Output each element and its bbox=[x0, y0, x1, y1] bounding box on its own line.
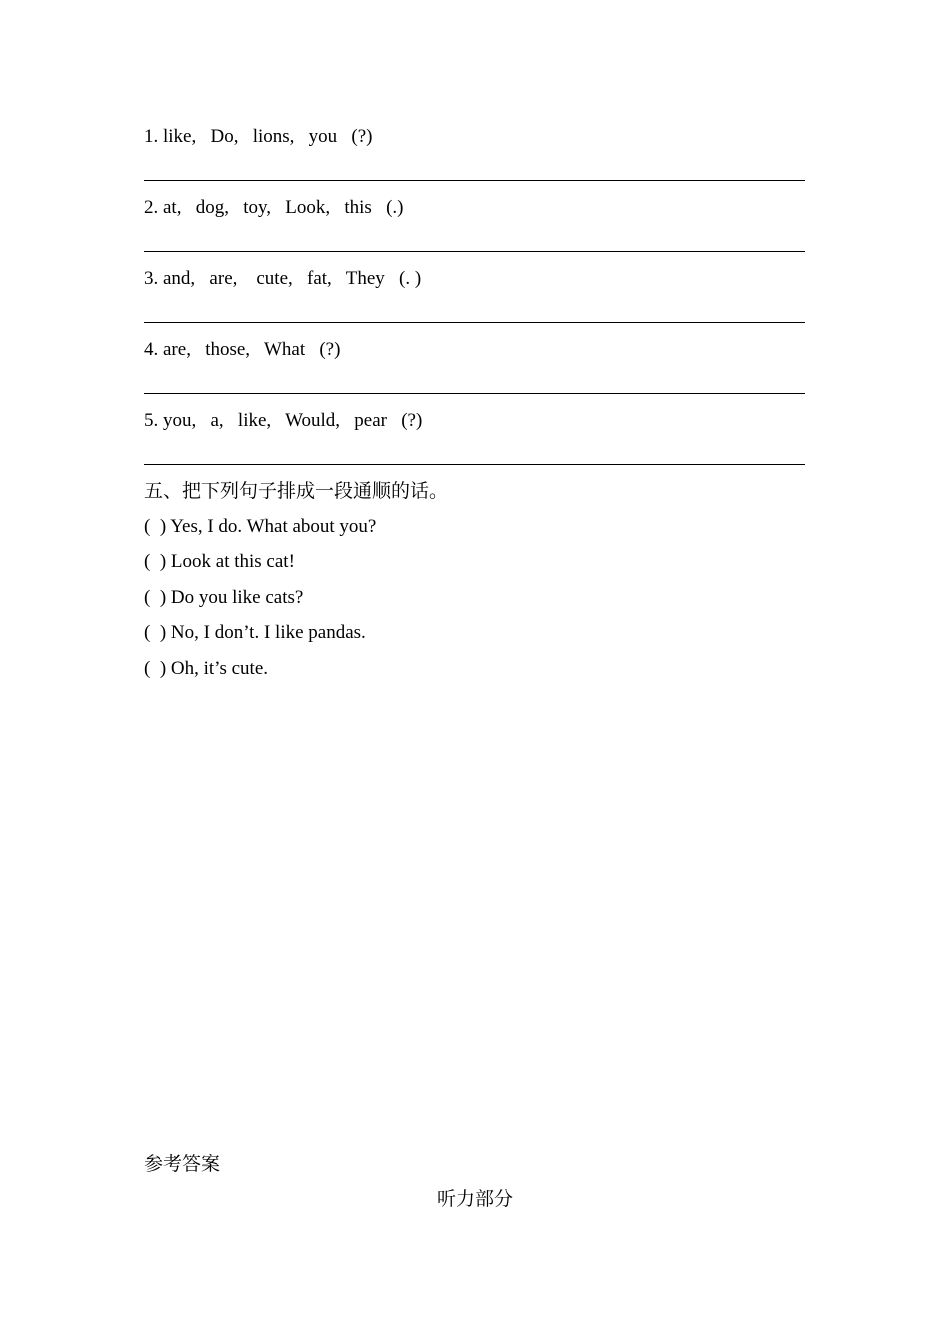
answer-line-5 bbox=[144, 464, 805, 465]
order-item-4: ( ) No, I don’t. I like pandas. bbox=[144, 622, 366, 643]
question-1: 1. like, Do, lions, you (?) bbox=[144, 126, 373, 147]
answers-heading: 参考答案 bbox=[144, 1154, 221, 1175]
question-2: 2. at, dog, toy, Look, this (.) bbox=[144, 197, 404, 218]
answer-line-1 bbox=[144, 180, 805, 181]
order-item-5: ( ) Oh, it’s cute. bbox=[144, 658, 269, 679]
answer-line-3 bbox=[144, 322, 805, 323]
question-4: 4. are, those, What (?) bbox=[144, 339, 341, 360]
section-5-title: 五、把下列句子排成一段通顺的话。 bbox=[144, 481, 449, 502]
order-item-3: ( ) Do you like cats? bbox=[144, 587, 304, 608]
question-3: 3. and, are, cute, fat, They (. ) bbox=[144, 268, 422, 289]
question-5: 5. you, a, like, Would, pear (?) bbox=[144, 410, 423, 431]
listening-section-heading: 听力部分 bbox=[436, 1189, 513, 1210]
order-item-2: ( ) Look at this cat! bbox=[144, 551, 295, 572]
order-item-1: ( ) Yes, I do. What about you? bbox=[144, 516, 377, 537]
answer-line-4 bbox=[144, 393, 805, 394]
answer-line-2 bbox=[144, 251, 805, 252]
